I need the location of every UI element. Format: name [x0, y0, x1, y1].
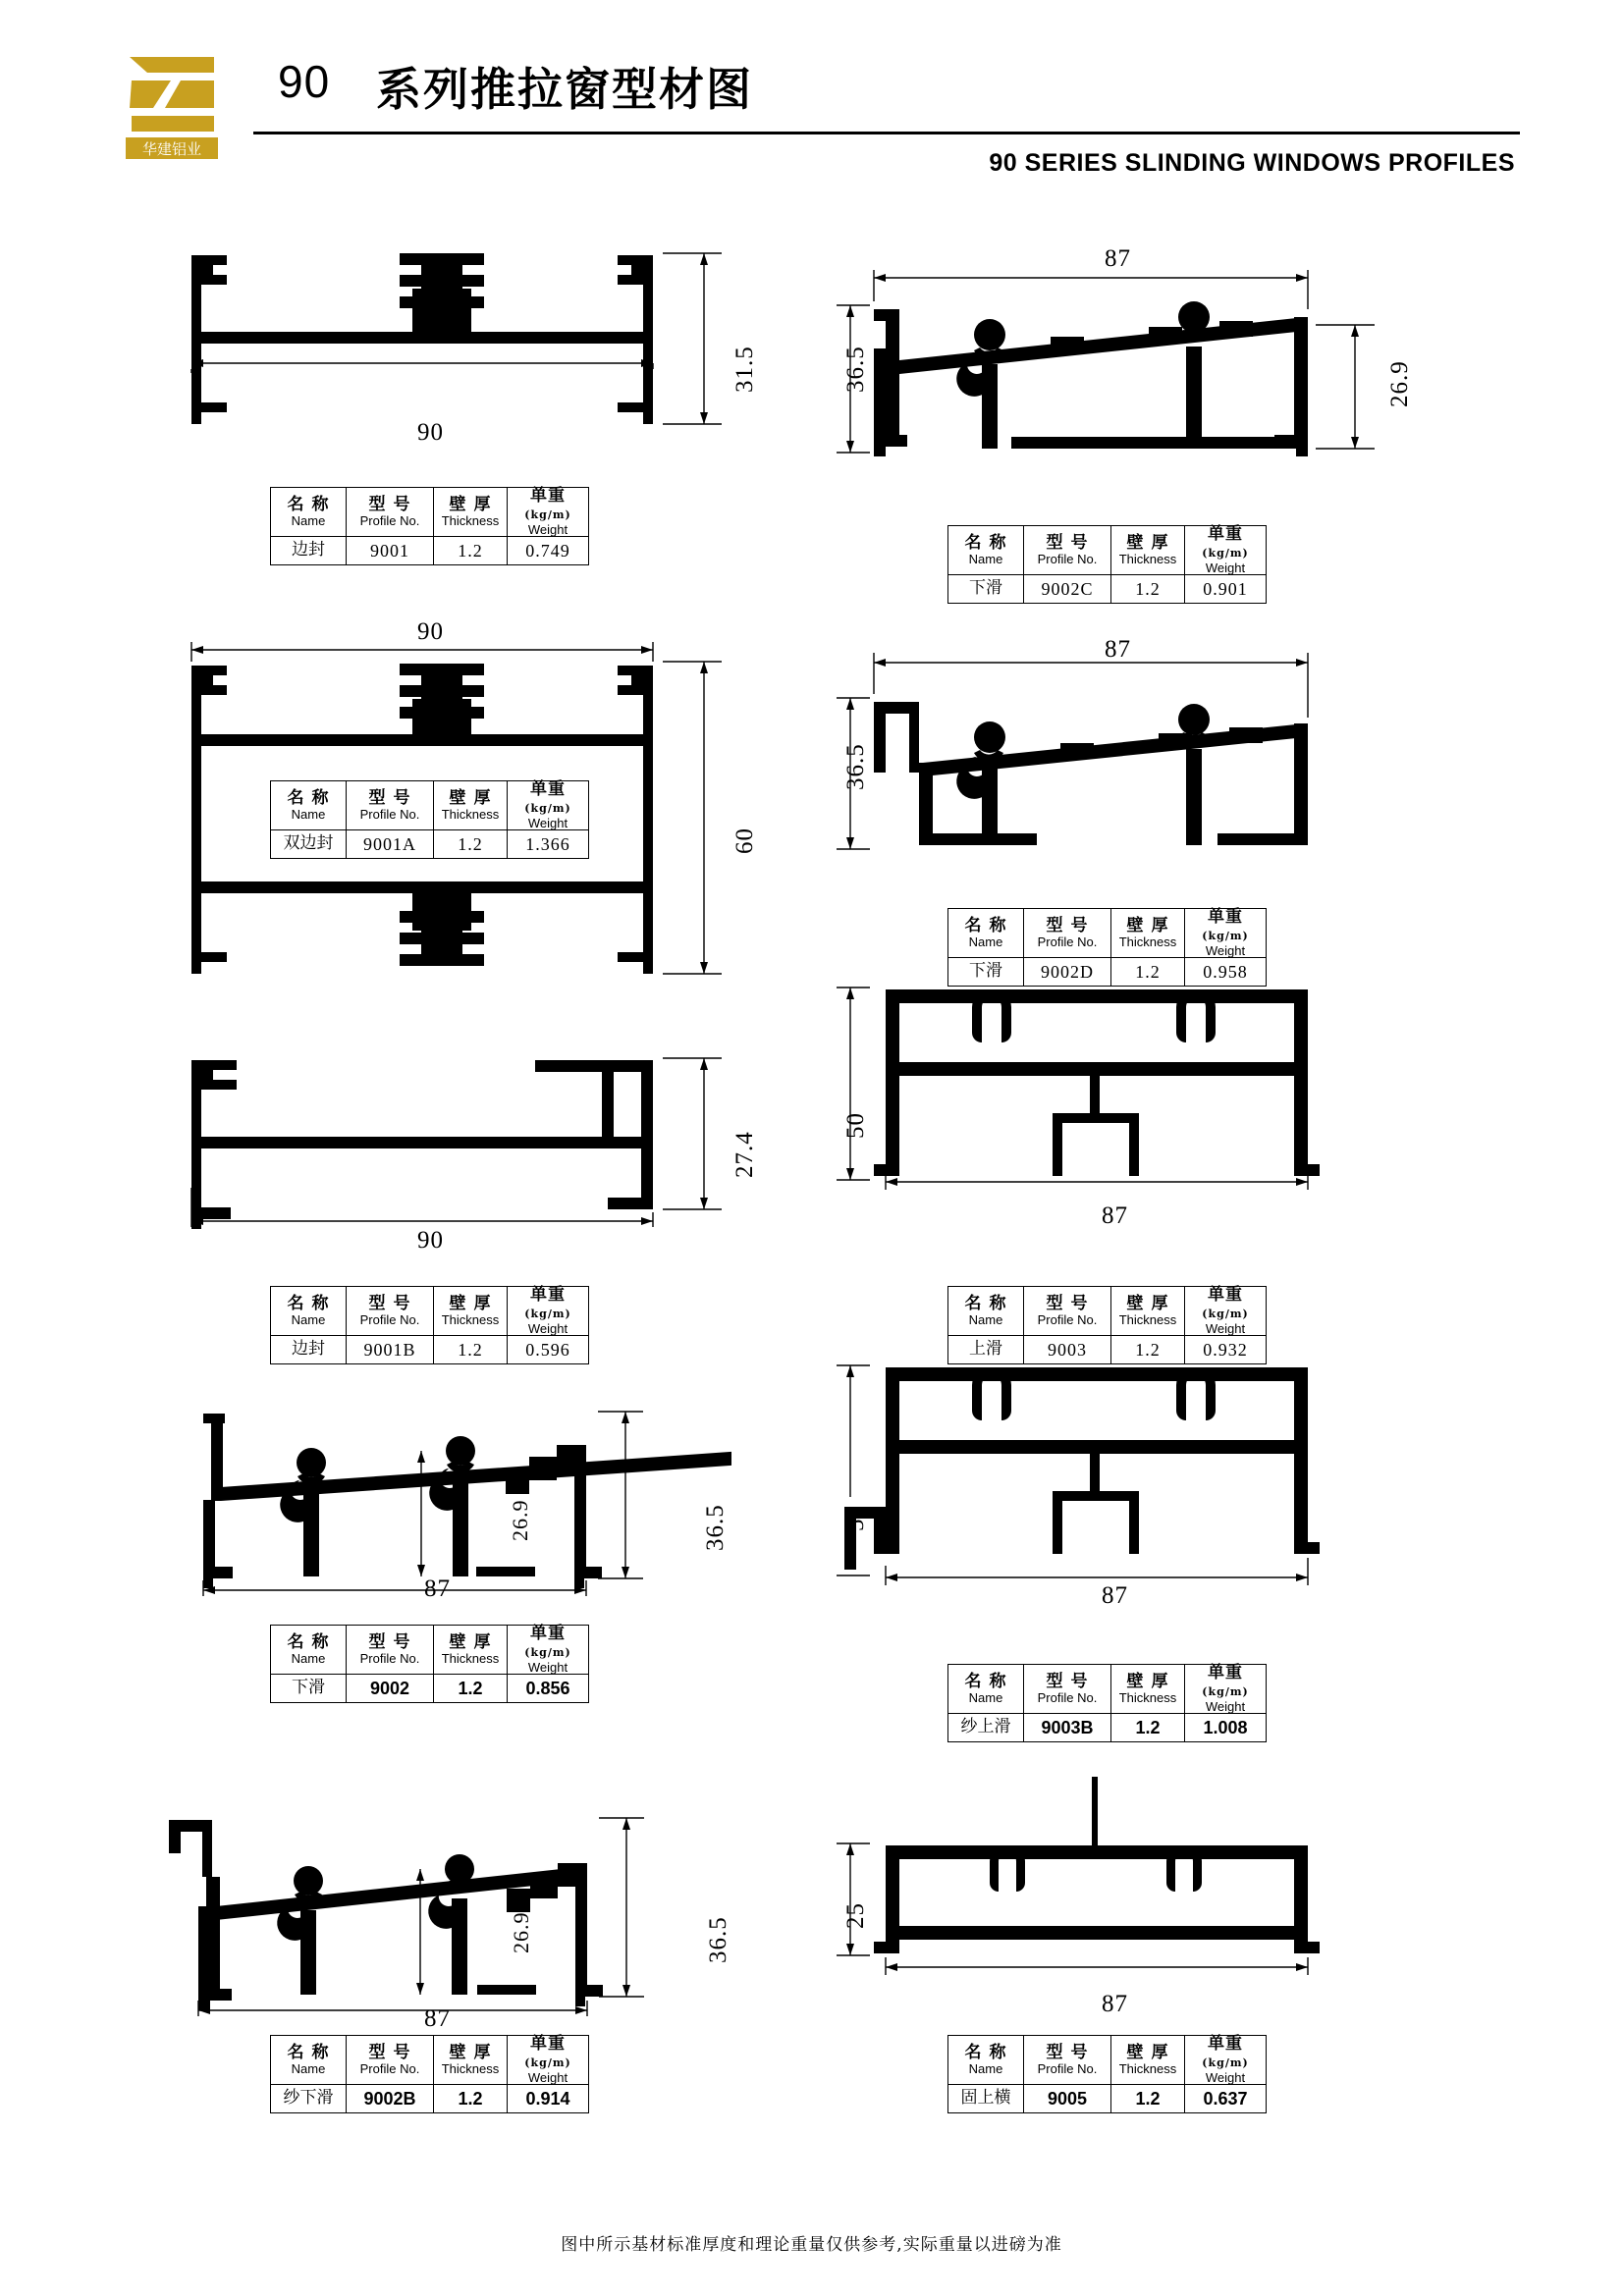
- dim-width-9002: 87: [424, 1575, 451, 1602]
- th-thickness: 壁 厚 Thickness: [1111, 1665, 1185, 1714]
- th-name: 名 称 Name: [271, 1287, 347, 1336]
- td-weight: 0.914: [508, 2085, 589, 2113]
- td-name: 固上横: [948, 2085, 1024, 2113]
- th-model: 型 号 Profile No.: [1024, 1287, 1111, 1336]
- td-model: 9002C: [1024, 575, 1111, 604]
- profile-drawing-9001B: [172, 1041, 722, 1247]
- dim-width-9003: 87: [1102, 1202, 1128, 1229]
- page-title: 系列推拉窗型材图: [376, 63, 753, 116]
- td-thickness: 1.2: [1111, 1714, 1185, 1742]
- th-name: 名 称 Name: [948, 1665, 1024, 1714]
- spec-table-9005: [947, 2035, 1267, 2113]
- td-weight: 0.901: [1185, 575, 1267, 604]
- profile-drawing-9002B: [147, 1796, 717, 2032]
- th-name: 名 称 Name: [948, 526, 1024, 575]
- dim-inner-9002B: 26.9: [509, 1911, 533, 1953]
- th-thickness: 壁 厚 Thickness: [434, 781, 508, 830]
- dim-width-9001A: 90: [417, 618, 444, 645]
- profile-drawing-9002C: [825, 240, 1434, 496]
- td-weight: 1.366: [508, 830, 589, 859]
- th-thickness: 壁 厚 Thickness: [1111, 1287, 1185, 1336]
- th-name: 名 称 Name: [271, 2036, 347, 2085]
- th-model: 型 号 Profile No.: [1024, 909, 1111, 958]
- footer-note: 图中所示基材标准厚度和理论重量仅供参考,实际重量以进磅为准: [561, 2235, 1062, 2255]
- dim-height-9001B: 27.4: [731, 1131, 758, 1178]
- td-name: 双边封: [271, 830, 347, 859]
- dim-height-9001A: 60: [731, 828, 758, 854]
- spec-table-9001B: [270, 1286, 589, 1364]
- dim-width-9003B: 87: [1102, 1582, 1128, 1609]
- profile-drawing-9002D: [825, 633, 1434, 908]
- th-weight: 单重(kg/m) Weight: [1185, 526, 1267, 575]
- svg-text:华建铝业: 华建铝业: [141, 140, 202, 158]
- td-weight: 0.637: [1185, 2085, 1267, 2113]
- th-model: 型 号 Profile No.: [1024, 2036, 1111, 2085]
- td-model: 9005: [1024, 2085, 1111, 2113]
- th-model: 型 号 Profile No.: [347, 488, 434, 537]
- th-weight: 单重(kg/m) Weight: [508, 488, 589, 537]
- th-weight: 单重(kg/m) Weight: [508, 1626, 589, 1675]
- td-weight: 1.008: [1185, 1714, 1267, 1742]
- spec-table-9001: [270, 487, 589, 565]
- company-logo-icon: [108, 47, 236, 165]
- profile-drawing-9002: [182, 1394, 731, 1620]
- th-weight: 单重(kg/m) Weight: [508, 2036, 589, 2085]
- th-weight: 单重(kg/m) Weight: [1185, 1665, 1267, 1714]
- dim-height-9003B: 50: [842, 1505, 869, 1531]
- dim-height-9002D: 36.5: [842, 743, 869, 790]
- title-number: 90: [278, 56, 331, 107]
- dim-width-9002C: 87: [1105, 245, 1131, 272]
- td-model: 9002D: [1024, 958, 1111, 987]
- th-thickness: 壁 厚 Thickness: [434, 488, 508, 537]
- td-model: 9001: [347, 537, 434, 565]
- page-header: [0, 0, 1623, 211]
- dim-height-9001: 31.5: [731, 346, 758, 393]
- profile-drawing-9001: [172, 245, 722, 452]
- dim-height-9003: 50: [842, 1112, 869, 1139]
- td-thickness: 1.2: [1111, 2085, 1185, 2113]
- dim-width-9002D: 87: [1105, 636, 1131, 663]
- td-name: 下滑: [271, 1675, 347, 1703]
- spec-table-9001A: [270, 780, 589, 859]
- dim-width-9001: 90: [417, 419, 444, 446]
- td-thickness: 1.2: [434, 830, 508, 859]
- td-name: 下滑: [948, 575, 1024, 604]
- td-thickness: 1.2: [434, 2085, 508, 2113]
- profile-drawing-9003B: [825, 1350, 1434, 1634]
- th-weight: 单重(kg/m) Weight: [508, 781, 589, 830]
- td-thickness: 1.2: [1111, 1336, 1185, 1364]
- td-weight: 0.749: [508, 537, 589, 565]
- th-weight: 单重(kg/m) Weight: [1185, 1287, 1267, 1336]
- dim-height-9002C: 36.5: [842, 346, 869, 393]
- th-weight: 单重(kg/m) Weight: [1185, 2036, 1267, 2085]
- th-model: 型 号 Profile No.: [1024, 526, 1111, 575]
- dim-width-9005: 87: [1102, 1991, 1128, 2017]
- th-model: 型 号 Profile No.: [347, 781, 434, 830]
- td-model: 9001A: [347, 830, 434, 859]
- td-name: 纱下滑: [271, 2085, 347, 2113]
- page-title-en: 90 SERIES SLINDING WINDOWS PROFILES: [989, 149, 1515, 177]
- dim-width-9002B: 87: [424, 2005, 451, 2032]
- td-thickness: 1.2: [434, 537, 508, 565]
- td-thickness: 1.2: [1111, 575, 1185, 604]
- th-weight: 单重(kg/m) Weight: [1185, 909, 1267, 958]
- td-thickness: 1.2: [1111, 958, 1185, 987]
- td-model: 9001B: [347, 1336, 434, 1364]
- th-model: 型 号 Profile No.: [347, 1626, 434, 1675]
- th-thickness: 壁 厚 Thickness: [434, 2036, 508, 2085]
- td-name: 边封: [271, 1336, 347, 1364]
- spec-table-9003B: [947, 1664, 1267, 1742]
- th-thickness: 壁 厚 Thickness: [434, 1626, 508, 1675]
- td-name: 纱上滑: [948, 1714, 1024, 1742]
- th-name: 名 称 Name: [271, 1626, 347, 1675]
- profile-drawing-9005: [825, 1767, 1434, 2022]
- th-name: 名 称 Name: [948, 909, 1024, 958]
- td-model: 9003B: [1024, 1714, 1111, 1742]
- spec-table-9002: [270, 1625, 589, 1703]
- header-divider: [253, 132, 1520, 134]
- td-weight: 0.856: [508, 1675, 589, 1703]
- td-model: 9003: [1024, 1336, 1111, 1364]
- td-model: 9002: [347, 1675, 434, 1703]
- td-thickness: 1.2: [434, 1675, 508, 1703]
- dim-inner-9002C: 26.9: [1386, 360, 1413, 407]
- th-thickness: 壁 厚 Thickness: [1111, 526, 1185, 575]
- dim-height-9002B: 36.5: [705, 1916, 731, 1963]
- dim-width-9001B: 90: [417, 1227, 444, 1254]
- th-name: 名 称 Name: [948, 2036, 1024, 2085]
- td-weight: 0.932: [1185, 1336, 1267, 1364]
- th-thickness: 壁 厚 Thickness: [1111, 2036, 1185, 2085]
- td-weight: 0.596: [508, 1336, 589, 1364]
- dim-height-9005: 25: [842, 1902, 869, 1929]
- td-thickness: 1.2: [434, 1336, 508, 1364]
- th-model: 型 号 Profile No.: [1024, 1665, 1111, 1714]
- dim-height-9002: 36.5: [702, 1504, 729, 1551]
- th-thickness: 壁 厚 Thickness: [1111, 909, 1185, 958]
- th-name: 名 称 Name: [271, 781, 347, 830]
- td-name: 边封: [271, 537, 347, 565]
- th-model: 型 号 Profile No.: [347, 2036, 434, 2085]
- td-name: 下滑: [948, 958, 1024, 987]
- td-weight: 0.958: [1185, 958, 1267, 987]
- th-weight: 单重(kg/m) Weight: [508, 1287, 589, 1336]
- th-name: 名 称 Name: [271, 488, 347, 537]
- th-model: 型 号 Profile No.: [347, 1287, 434, 1336]
- td-name: 上滑: [948, 1336, 1024, 1364]
- dim-inner-9002: 26.9: [508, 1499, 532, 1541]
- spec-table-9002B: [270, 2035, 589, 2113]
- spec-table-9002C: [947, 525, 1267, 604]
- td-model: 9002B: [347, 2085, 434, 2113]
- profile-drawing-9003: [825, 972, 1434, 1237]
- th-name: 名 称 Name: [948, 1287, 1024, 1336]
- th-thickness: 壁 厚 Thickness: [434, 1287, 508, 1336]
